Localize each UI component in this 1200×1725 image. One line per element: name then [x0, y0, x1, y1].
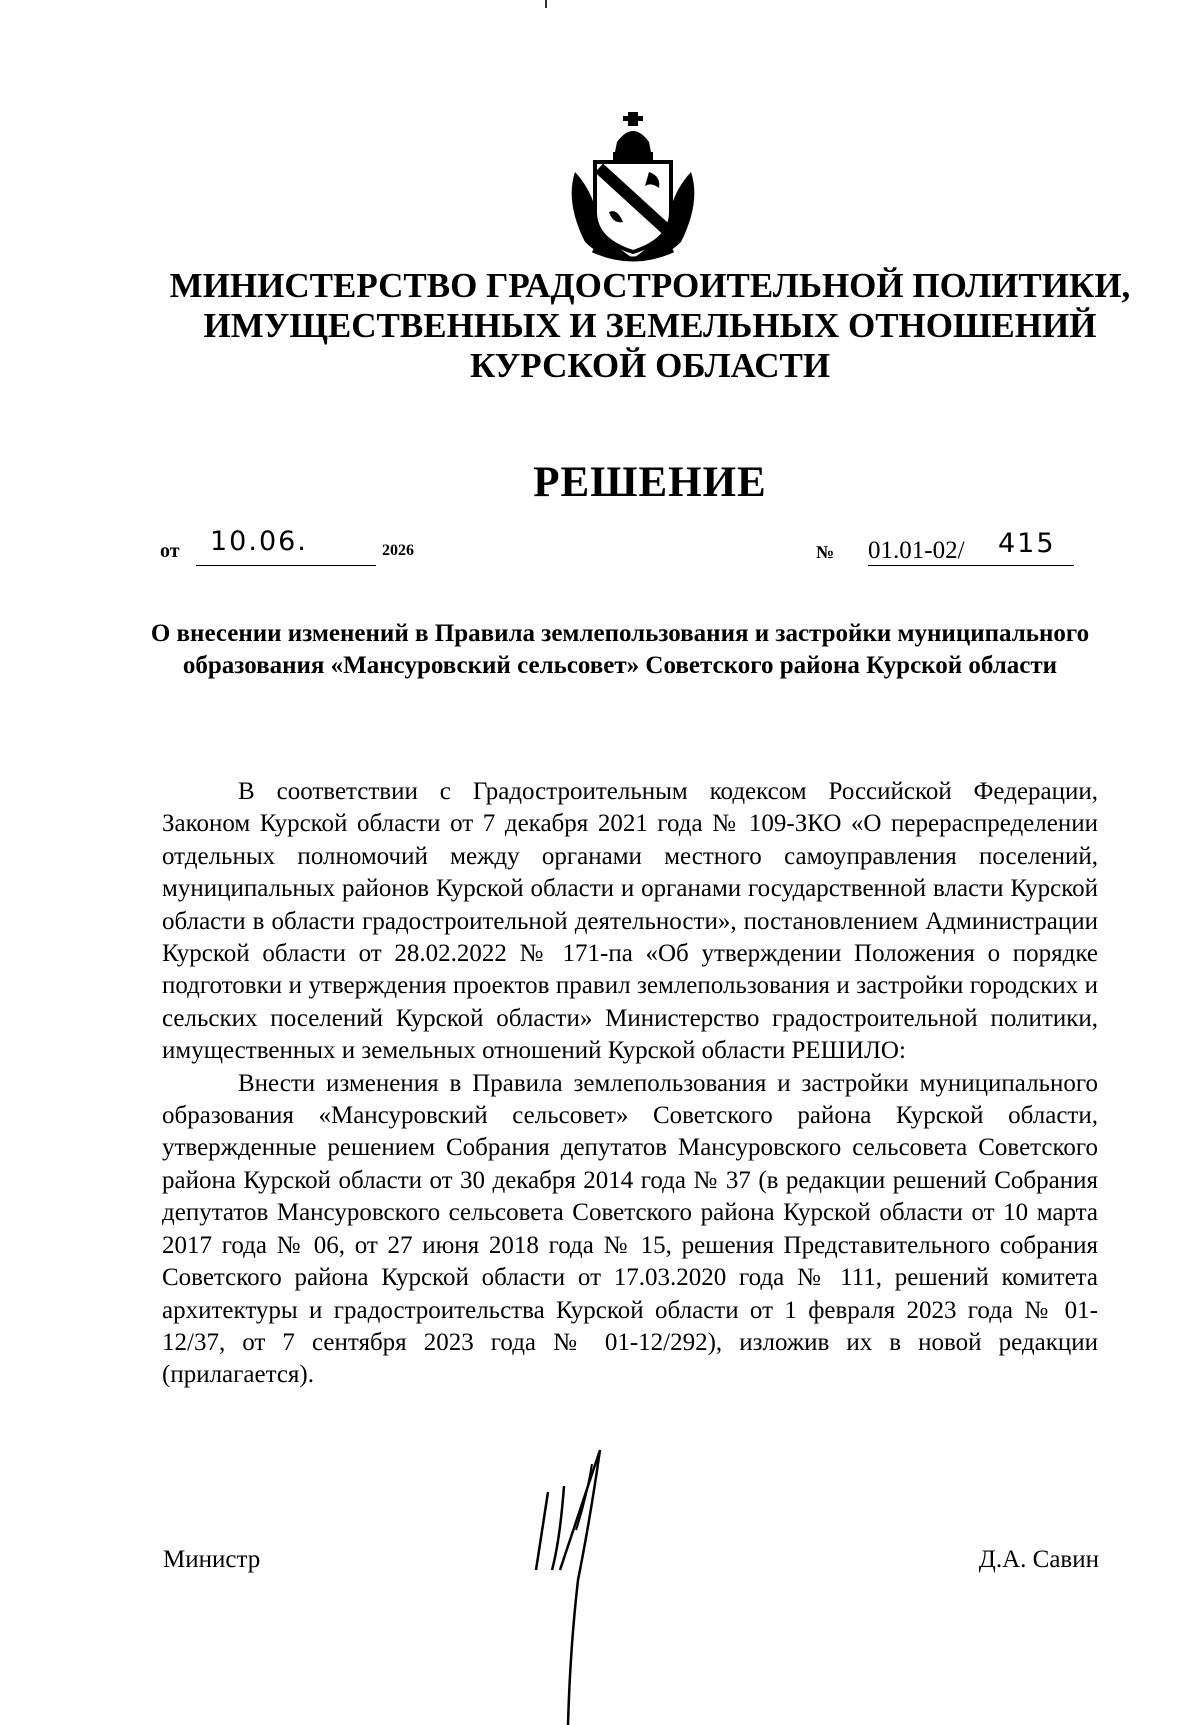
date-year: 2026	[382, 542, 414, 559]
number-sign: №	[816, 542, 835, 562]
body-paragraph-1: В соответствии с Градостроительным кодексом Российской Федерации, Законом Курской области от 7 декабря 2021 года № 109-ЗКО «О перераспределении отдельных полномочий между органами местного самоуправления поселений, муниципальных районов Курской области и органами государственной власти Курской области в области градостроительной деятельности», постановлением Администрации Курской области от 28.02.2022 № 171-па «Об утверждении Положения о порядке подготовки и утверждения проектов правил землепользования и застройки городских и сельских поселений Курской области» Министерство градостроительной политики, имущественных и земельных отношений Курской области РЕШИЛО:	[162, 778, 1098, 1065]
scan-mark	[545, 0, 547, 8]
coat-of-arms-icon	[565, 112, 701, 262]
ministry-line-2: ИМУЩЕСТВЕННЫХ И ЗЕМЕЛЬНЫХ ОТНОШЕНИЙ	[203, 306, 1097, 345]
document-subject: О внесении изменений в Правила землепользования и застройки муниципального образования «Мансуровский сельсовет» Советского района Курской области	[150, 620, 1090, 679]
ministry-name	[120, 266, 1180, 386]
date-handwritten: 10.06.	[210, 526, 308, 557]
date-underline	[196, 565, 376, 566]
document-type-title: РЕШЕНИЕ	[533, 459, 767, 506]
number-handwritten: 415	[998, 528, 1056, 559]
number-printed: 01.01-02/	[868, 537, 965, 564]
ministry-line-3: КУРСКОЙ ОБЛАСТИ	[469, 346, 831, 385]
body-paragraph-2: Внести изменения в Правила землепользования и застройки муниципального образования «Мансуровский сельсовет» Советского района Курской области, утвержденные решением Собрания депутатов Мансуровского сельсовета Советского района Курской области от 30 декабря 2014 года № 37 (в редакции решений Собрания депутатов Мансуровского сельсовета Советского района Курской области от 10 марта 2017 года № 06, от 27 июня 2018 года № 15, решения Представительного собрания Советского района Курской области от 17.03.2020 года № 111, решений комитета архитектуры и градостроительства Курской области от 1 февраля 2023 года № 01-12/37, от 7 сентября 2023 года № 01-12/292), изложив их в новой редакции (прилагается).	[162, 1069, 1098, 1389]
ministry-line-1: МИНИСТЕРСТВО ГРАДОСТРОИТЕЛЬНОЙ ПОЛИТИКИ,	[169, 266, 1131, 305]
signature-icon	[520, 1420, 640, 1725]
number-underline	[868, 565, 1074, 566]
document-body	[162, 776, 1098, 1392]
date-prefix: от	[160, 540, 180, 562]
signer-name: Д.А. Савин	[978, 1546, 1099, 1573]
signer-title: Министр	[163, 1546, 261, 1573]
